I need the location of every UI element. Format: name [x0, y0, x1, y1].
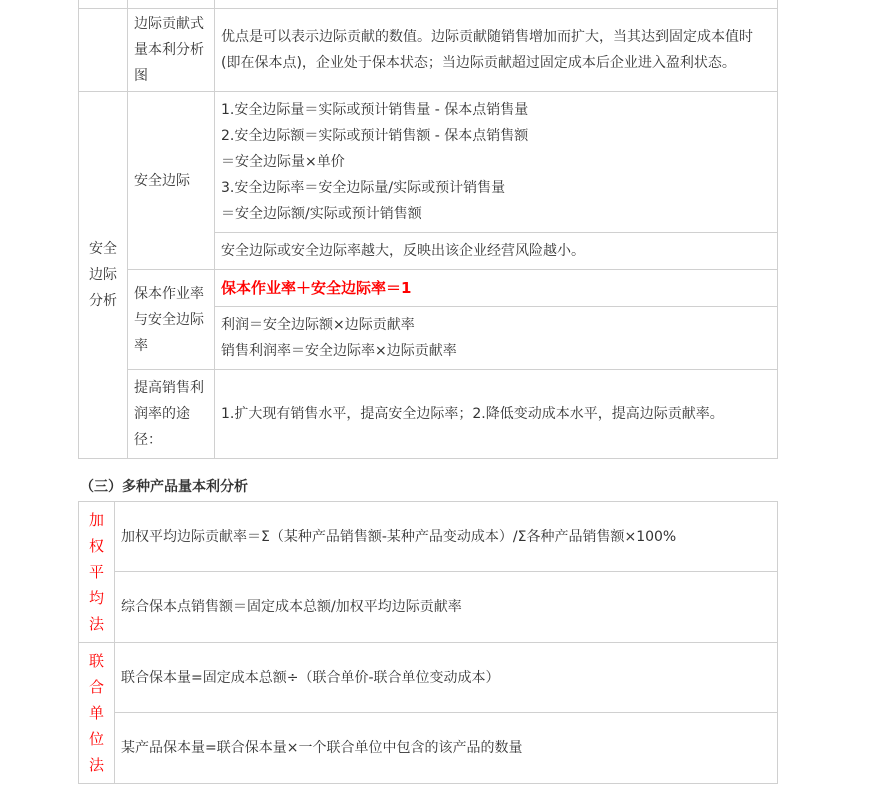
- weighted-row: 综合保本点销售额＝固定成本总额/加权平均边际贡献率: [115, 572, 778, 643]
- row-label: 边际贡献式量本利分析图: [128, 9, 215, 92]
- empty-cell: [79, 9, 128, 92]
- formula-line: 利润＝安全边际额×边际贡献率: [221, 317, 415, 333]
- weighted-row: 加权平均边际贡献率＝Σ（某种产品销售额-某种产品变动成本）/Σ各种产品销售额×100%: [115, 502, 778, 572]
- break-even-formula: 保本作业率＋安全边际率＝1: [215, 270, 778, 307]
- safety-margin-note: 安全边际或安全边际率越大，反映出该企业经营风险越小。: [215, 233, 778, 270]
- safety-margin-formulas: [215, 92, 778, 233]
- empty-cell: [79, 0, 128, 9]
- formula-line: ＝安全边际量×单价: [221, 154, 345, 170]
- improve-text: 1.扩大现有销售水平，提高安全边际率；2.降低变动成本水平，提高边际贡献率。: [215, 370, 778, 459]
- weighted-method-label: 加权平均法: [79, 502, 115, 643]
- cvp-table: [78, 0, 778, 459]
- group-label: 安全边际分析: [79, 92, 128, 459]
- formula-line: 销售利润率＝安全边际率×边际贡献率: [221, 343, 457, 359]
- empty-cell: [215, 0, 778, 9]
- joint-row: 联合保本量=固定成本总额÷（联合单价-联合单位变动成本）: [115, 643, 778, 713]
- improve-label: 提高销售利润率的途径：: [128, 370, 215, 459]
- row-text: 优点是可以表示边际贡献的数值。边际贡献随销售增加而扩大，当其达到固定成本值时(即在保本点)，企业处于保本状态；当边际贡献超过固定成本后企业进入盈利状态。: [215, 9, 778, 92]
- section-heading: （三）多种产品量本利分析: [80, 479, 248, 495]
- multi-product-table: [78, 501, 778, 784]
- formula-line: 2.安全边际额＝实际或预计销售额 - 保本点销售额: [221, 128, 529, 144]
- break-even-label: 保本作业率与安全边际率: [128, 270, 215, 370]
- profit-formulas: [215, 307, 778, 370]
- formula-line: 3.安全边际率＝安全边际量/实际或预计销售量: [221, 180, 506, 196]
- safety-margin-label: 安全边际: [128, 92, 215, 270]
- empty-cell: [128, 0, 215, 9]
- formula-line: ＝安全边际额/实际或预计销售额: [221, 206, 422, 222]
- joint-unit-method-label: 联合单位法: [79, 643, 115, 784]
- formula-line: 1.安全边际量＝实际或预计销售量 - 保本点销售量: [221, 102, 529, 118]
- joint-row: 某产品保本量=联合保本量×一个联合单位中包含的该产品的数量: [115, 713, 778, 784]
